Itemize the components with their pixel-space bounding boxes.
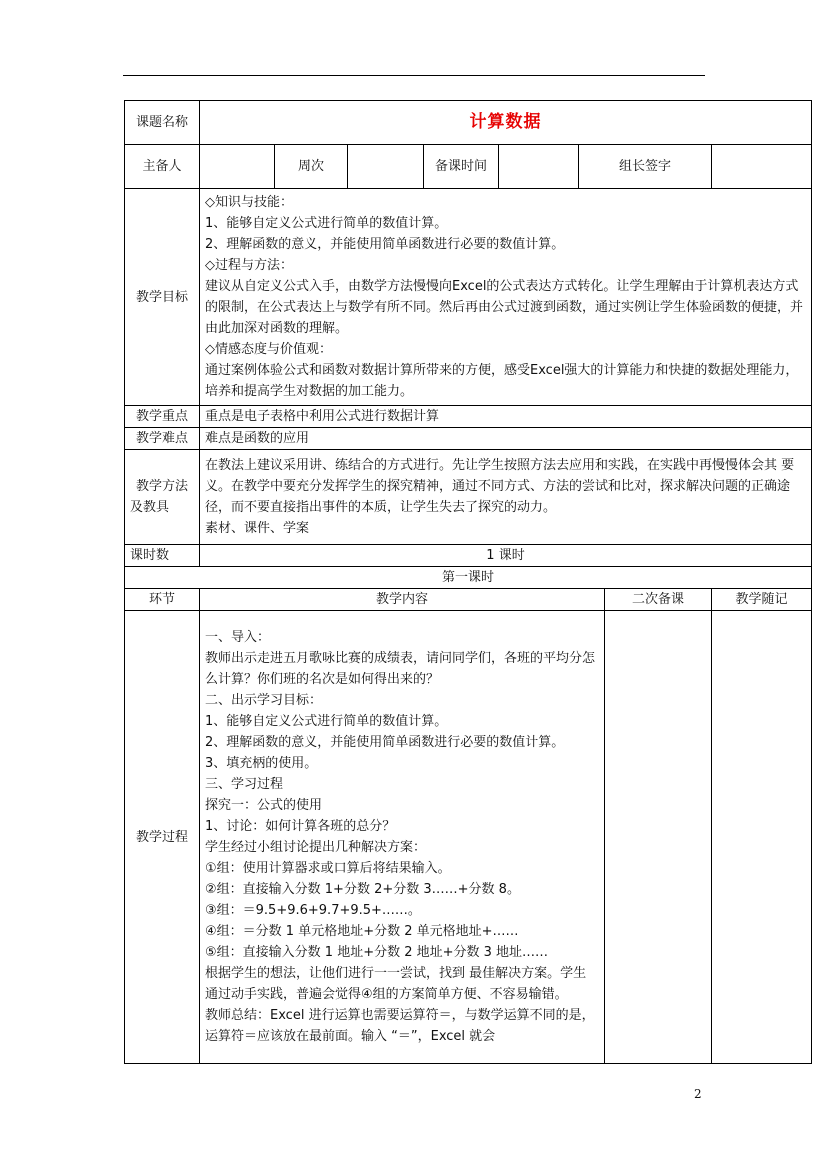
course-title: 计算数据	[200, 101, 812, 145]
key-point-label: 教学重点	[125, 406, 200, 428]
column-header-row	[125, 589, 812, 611]
process-line: 1、能够自定义公式进行简单的数值计算。	[205, 714, 448, 729]
process-paragraph: 教师出示走进五月歌咏比赛的成绩表，请问同学们，各班的平均分怎么计算？你们班的名次是如何得出来的？	[205, 651, 596, 687]
header-rule	[123, 75, 705, 76]
course-label: 课题名称	[125, 101, 200, 145]
col-header-content: 教学内容	[200, 589, 605, 611]
page-number: 2	[694, 1087, 702, 1101]
process-paragraph: 根据学生的想法，让他们进行一一尝试，找到 最佳解决方案。学生通过动手实践，普遍会觉得④组的方案简单方便、不容易输错。	[205, 966, 587, 1002]
method-content	[200, 450, 812, 545]
leader-sign-label: 组长签字	[579, 145, 712, 189]
second-prep-cell	[605, 611, 712, 1064]
process-row	[125, 611, 812, 1064]
hours-row	[125, 545, 812, 567]
key-point-row	[125, 406, 812, 428]
goals-heading-process: ◇过程与方法：	[205, 258, 293, 273]
goals-content	[200, 189, 812, 406]
prep-time-label: 备课时间	[424, 145, 499, 189]
process-line: 探究一：公式的使用	[205, 798, 323, 813]
process-line: ④组：＝分数 1 单元格地址+分数 2 单元格地址+……	[205, 924, 519, 939]
method-materials: 素材、课件、学案	[205, 521, 310, 536]
difficulty-row	[125, 428, 812, 450]
process-line: 学生经过小组讨论提出几种解决方案：	[205, 840, 427, 855]
method-paragraph: 在教法上建议采用讲、练结合的方式进行。先让学生按照方法去应用和实践，在实践中再慢慢体会其 要义。在教学中要充分发挥学生的探究精神，通过不同方式、方法的尝试和比对，探求解决问题的正确途径，而不要直接指出事件的本质，让学生失去了探究的动力。	[205, 458, 795, 515]
leader-sign-value	[712, 145, 812, 189]
goals-label: 教学目标	[125, 189, 200, 406]
method-label-line: 及教具	[130, 500, 170, 515]
prep-time-value	[499, 145, 579, 189]
week-value	[348, 145, 424, 189]
goals-row	[125, 189, 812, 406]
lesson-plan-table	[124, 100, 812, 1064]
hours-value: 1 课时	[200, 545, 812, 567]
notes-cell	[712, 611, 812, 1064]
col-header-notes: 教学随记	[712, 589, 812, 611]
goals-heading-attitude: ◇情感态度与价值观：	[205, 342, 332, 357]
process-content	[200, 611, 605, 1064]
process-line: 二、出示学习目标：	[205, 693, 323, 708]
goals-paragraph: 通过案例体验公式和函数对数据计算所带来的方便，感受Excel强大的计算能力和快捷的数据处理能力，培养和提高学生对数据的加工能力。	[205, 363, 799, 399]
difficulty-text: 难点是函数的应用	[200, 428, 812, 450]
people-row	[125, 145, 812, 189]
preparer-label: 主备人	[125, 145, 200, 189]
col-header-section: 环节	[125, 589, 200, 611]
process-line: 三、学习过程	[205, 777, 284, 792]
method-row	[125, 450, 812, 545]
process-label: 教学过程	[125, 611, 200, 1064]
method-label-line: 教学方法	[135, 479, 188, 494]
goals-item: 2、理解函数的意义，并能使用简单函数进行必要的数值计算。	[205, 237, 565, 252]
course-row	[125, 101, 812, 145]
process-line: 2、理解函数的意义，并能使用简单函数进行必要的数值计算。	[205, 735, 565, 750]
process-line: 3、填充柄的使用。	[205, 756, 318, 771]
lesson-row	[125, 567, 812, 589]
week-label: 周次	[275, 145, 348, 189]
process-line: ③组：＝9.5+9.6+9.7+9.5+……。	[205, 903, 421, 918]
hours-label: 课时数	[125, 545, 200, 567]
difficulty-label: 教学难点	[125, 428, 200, 450]
process-line: ②组：直接输入分数 1+分数 2+分数 3……+分数 8。	[205, 882, 520, 897]
col-header-second-prep: 二次备课	[605, 589, 712, 611]
goals-paragraph: 建议从自定义公式入手，由数学方法慢慢向Excel的公式表达方式转化。让学生理解由于计算机表达方式的限制，在公式表达上与数学有所不同。然后再由公式过渡到函数，通过实例让学生体验函数的便捷，并由此加深对函数的理解。	[205, 279, 804, 336]
goals-heading-knowledge: ◇知识与技能：	[205, 195, 293, 210]
process-paragraph: 教师总结：Excel 进行运算也需要运算符＝，与数学运算不同的是，运算符＝应该放在最前面。输入 “＝”，Excel 就会	[205, 1008, 595, 1044]
process-line: 一、导入：	[205, 630, 271, 645]
lesson-title: 第一课时	[125, 567, 812, 589]
method-label	[125, 450, 200, 545]
process-line: ⑤组：直接输入分数 1 地址+分数 2 地址+分数 3 地址……	[205, 945, 549, 960]
process-line: ①组：使用计算器求或口算后将结果输入。	[205, 861, 451, 876]
process-line: 1、讨论：如何计算各班的总分？	[205, 819, 396, 834]
key-point-text: 重点是电子表格中利用公式进行数据计算	[200, 406, 812, 428]
preparer-value	[200, 145, 275, 189]
goals-item: 1、能够自定义公式进行简单的数值计算。	[205, 216, 448, 231]
